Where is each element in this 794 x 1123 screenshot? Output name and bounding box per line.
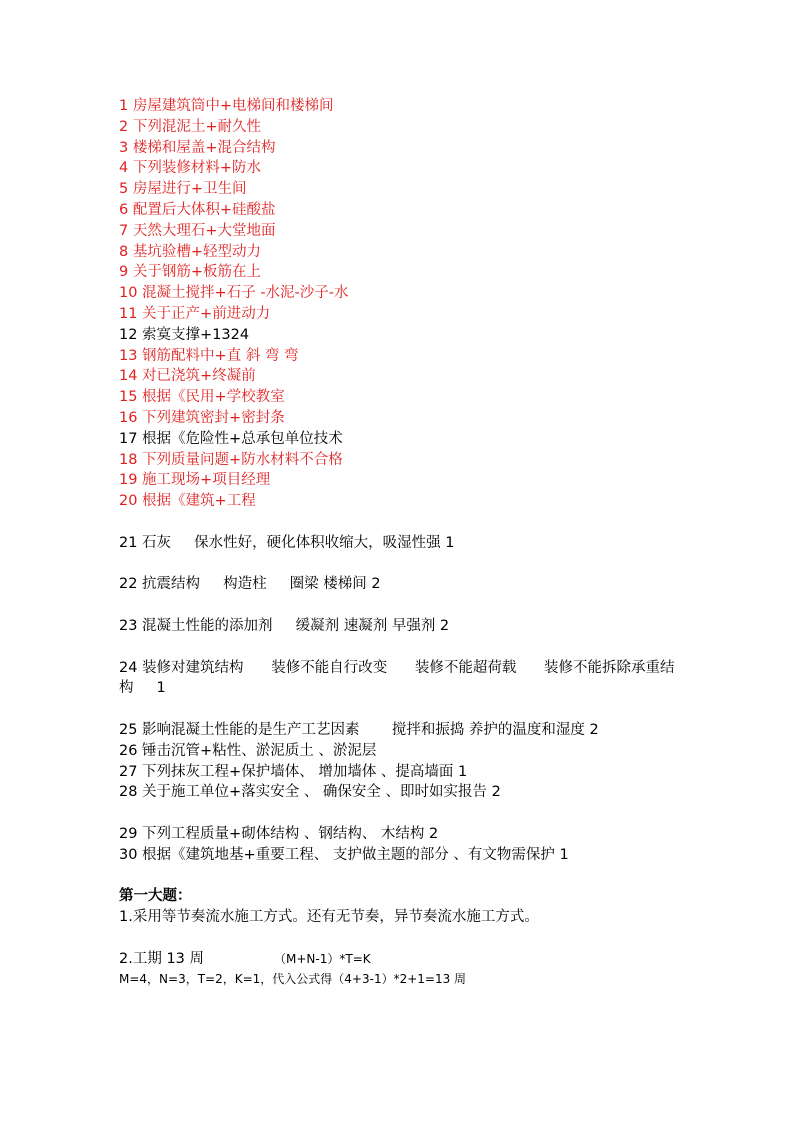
answer-line: 30 根据《建筑地基+重要工程、 支护做主题的部分 、有文物需保护 1 — [119, 846, 569, 863]
answer-line: 15 根据《民用+学校教室 — [119, 389, 285, 406]
answer-line: 4 下列装修材料+防水 — [119, 160, 261, 177]
formula: （M+N-1）*T=K — [274, 951, 371, 966]
answer-line: 20 根据《建筑+工程 — [119, 493, 256, 510]
answer-line: 21 石灰 保水性好，硬化体积收缩大，吸湿性强 1 — [119, 534, 455, 551]
answer-line: 27 下列抹灰工程+保护墙体、 增加墙体 、提高墙面 1 — [119, 763, 468, 780]
document-page — [119, 96, 719, 990]
answer-line: 5 房屋进行+卫生间 — [119, 181, 247, 198]
answer-line: 18 下列质量问题+防水材料不合格 — [119, 451, 343, 468]
answer-line: 17 根据《危险性+总承包单位技术 — [119, 430, 343, 447]
answer-calculation: M=4，N=3，T=2，K=1，代入公式得（4+3-1）*2+1=13 周 — [119, 972, 467, 987]
answer-line: 23 混凝土性能的添加剂 缓凝剂 速凝剂 早强剂 2 — [119, 617, 450, 634]
answer-line: 26 锤击沉管+粘性、淤泥质土 、淤泥层 — [119, 742, 377, 759]
answer-line: 10 混凝土搅拌+石子 -水泥-沙子-水 — [119, 285, 349, 302]
answer-line: 16 下列建筑密封+密封条 — [119, 409, 285, 426]
answer-line: 12 索寞支撑+1324 — [119, 326, 250, 343]
answer-line: 6 配置后大体积+硅酸盐 — [119, 201, 276, 218]
answer-line: 24 装修对建筑结构 装修不能自行改变 装修不能超荷载 装修不能拆除承重结构 1 — [119, 659, 675, 697]
answer-line: 14 对已浇筑+终凝前 — [119, 368, 256, 385]
answer-line: 2 下列混泥土+耐久性 — [119, 118, 261, 135]
section-heading: 第一大题： — [119, 888, 192, 905]
answer-paragraph — [119, 949, 719, 970]
answer-line: 1 房屋建筑筒中+电梯间和楼梯间 — [119, 98, 334, 114]
answer-2-label: 2.工期 13 周 — [119, 950, 205, 967]
answer-paragraph: 1.采用等节奏流水施工方式。还有无节奏，异节奏流水施工方式。 — [119, 909, 539, 926]
answer-line: 9 关于钢筋+板筋在上 — [119, 264, 261, 281]
answer-line: 3 楼梯和屋盖+混合结构 — [119, 139, 276, 156]
answer-line: 8 基坑验槽+轻型动力 — [119, 243, 261, 260]
answer-line: 11 关于正产+前进动力 — [119, 305, 271, 322]
answer-line: 25 影响混凝土性能的是生产工艺因素 搅拌和振捣 养护的温度和湿度 2 — [119, 721, 599, 738]
answer-line: 13 钢筋配料中+直 斜 弯 弯 — [119, 347, 299, 364]
answer-line: 7 天然大理石+大堂地面 — [119, 222, 276, 239]
answer-line: 22 抗震结构 构造柱 圈梁 楼梯间 2 — [119, 576, 381, 593]
answer-line: 29 下列工程质量+砌体结构 、钢结构、 木结构 2 — [119, 825, 439, 842]
answer-line: 19 施工现场+项目经理 — [119, 472, 271, 489]
answer-line: 28 关于施工单位+落实安全 、 确保安全 、即时如实报告 2 — [119, 784, 501, 801]
